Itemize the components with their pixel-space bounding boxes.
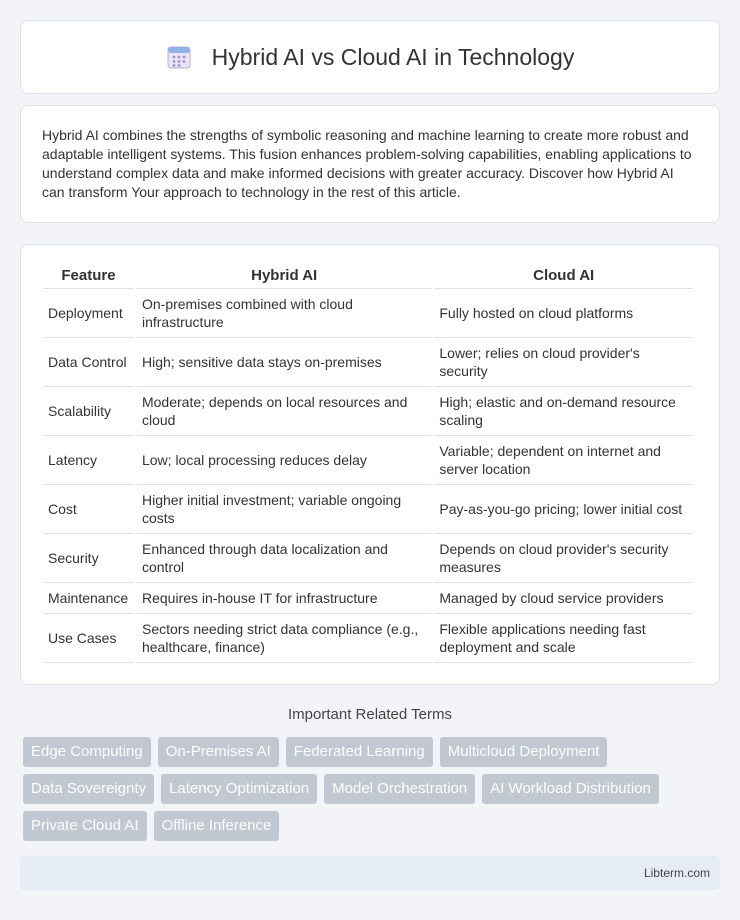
table-row — [43, 485, 693, 534]
cell-hybrid: Low; local processing reduces delay — [137, 436, 431, 485]
cell-feature: Data Control — [43, 338, 134, 387]
cell-hybrid: Sectors needing strict data compliance (e.g., healthcare, finance) — [137, 614, 431, 663]
table-header-row — [43, 265, 693, 289]
intro-card — [20, 105, 720, 223]
cell-feature: Latency — [43, 436, 134, 485]
term-tag[interactable]: Model Orchestration — [324, 774, 475, 804]
cell-feature: Security — [43, 534, 134, 583]
cell-hybrid: Requires in-house IT for infrastructure — [137, 583, 431, 614]
cell-hybrid: On-premises combined with cloud infrastructure — [137, 289, 431, 338]
cell-cloud: Managed by cloud service providers — [434, 583, 693, 614]
cell-cloud: Pay-as-you-go pricing; lower initial cost — [434, 485, 693, 534]
table-row — [43, 387, 693, 436]
table-row — [43, 338, 693, 387]
table-row — [43, 289, 693, 338]
term-tag[interactable]: Edge Computing — [23, 737, 151, 767]
term-tag[interactable]: Data Sovereignty — [23, 774, 154, 804]
cell-cloud: Lower; relies on cloud provider's security — [434, 338, 693, 387]
comparison-table-card — [20, 244, 720, 685]
cell-feature: Use Cases — [43, 614, 134, 663]
term-tag[interactable]: Private Cloud AI — [23, 811, 147, 841]
cell-cloud: High; elastic and on-demand resource scaling — [434, 387, 693, 436]
table-row — [43, 436, 693, 485]
cell-feature: Scalability — [43, 387, 134, 436]
footer-site-link[interactable]: Libterm.com — [643, 866, 710, 880]
term-tag[interactable]: AI Workload Distribution — [482, 774, 659, 804]
intro-text: Hybrid AI combines the strengths of symbolic reasoning and machine learning to create more robust and adaptable intelligent systems. This fusion enhances problem-solving capabilities, enabling applications to understand complex data and make informed decisions with greater accuracy. Discover how Hybrid AI can transform Your approach to technology in the rest of this article. — [42, 127, 692, 200]
cell-hybrid: High; sensitive data stays on-premises — [137, 338, 431, 387]
header-card — [20, 20, 720, 94]
comparison-table — [40, 265, 696, 663]
header-hybrid-ai: Hybrid AI — [137, 265, 431, 289]
table-row — [43, 614, 693, 663]
table-row — [43, 583, 693, 614]
term-tag[interactable]: Offline Inference — [154, 811, 280, 841]
table-row — [43, 534, 693, 583]
term-tag[interactable]: Federated Learning — [286, 737, 433, 767]
calendar-icon — [166, 44, 192, 70]
title-wrap — [166, 44, 575, 71]
cell-hybrid: Enhanced through data localization and control — [137, 534, 431, 583]
related-terms-title: Important Related Terms — [288, 706, 452, 723]
term-tag[interactable]: Multicloud Deployment — [440, 737, 608, 767]
page-title: Hybrid AI vs Cloud AI in Technology — [211, 43, 575, 70]
header-feature: Feature — [43, 265, 134, 289]
cell-cloud: Flexible applications needing fast deployment and scale — [434, 614, 693, 663]
term-tag[interactable]: Latency Optimization — [161, 774, 317, 804]
header-cloud-ai: Cloud AI — [434, 265, 693, 289]
cell-feature: Deployment — [43, 289, 134, 338]
cell-cloud: Fully hosted on cloud platforms — [434, 289, 693, 338]
cell-hybrid: Higher initial investment; variable ongoing costs — [137, 485, 431, 534]
cell-cloud: Depends on cloud provider's security measures — [434, 534, 693, 583]
cell-feature: Maintenance — [43, 583, 134, 614]
cell-feature: Cost — [43, 485, 134, 534]
cell-hybrid: Moderate; depends on local resources and cloud — [137, 387, 431, 436]
related-terms-list — [23, 737, 723, 841]
term-tag[interactable]: On-Premises AI — [158, 737, 279, 767]
footer — [20, 856, 720, 890]
cell-cloud: Variable; dependent on internet and server location — [434, 436, 693, 485]
